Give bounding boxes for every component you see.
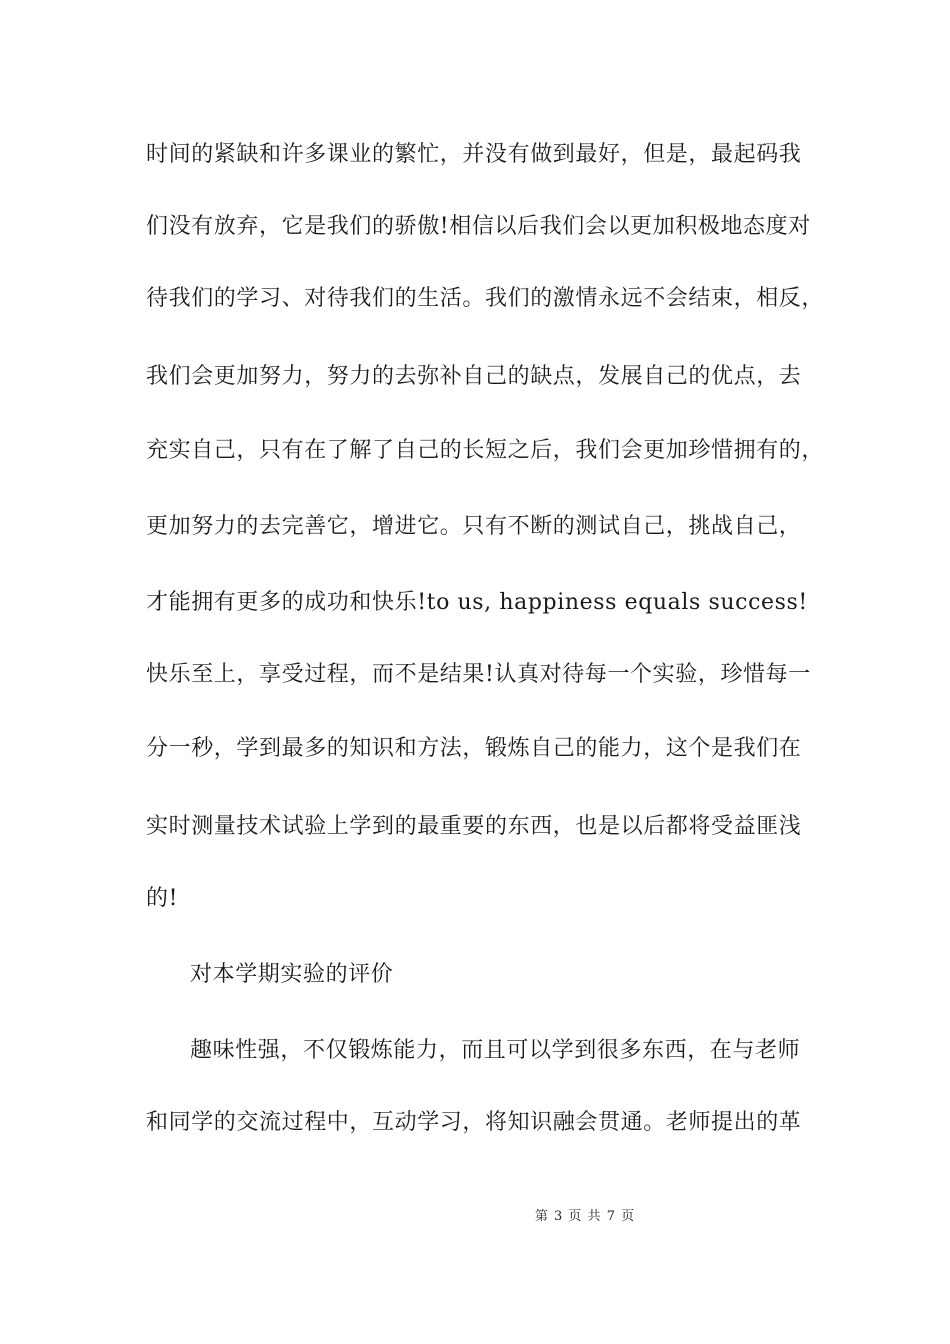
- body-text-line: 快乐至上，享受过程，而不是结果!认真对待每一个实验，珍惜每一: [146, 662, 811, 687]
- body-text-line: 我们会更加努力，努力的去弥补自己的缺点，发展自己的优点，去: [146, 364, 802, 389]
- body-text-line: 分一秒，学到最多的知识和方法，锻炼自己的能力，这个是我们在: [146, 736, 802, 761]
- body-text-line: 时间的紧缺和许多课业的繁忙，并没有做到最好，但是，最起码我: [146, 142, 802, 167]
- body-text-line: 的!: [146, 886, 179, 911]
- body-text-line: 趣味性强，不仅锻炼能力，而且可以学到很多东西，在与老师: [190, 1038, 801, 1063]
- body-text-line: 和同学的交流过程中，互动学习，将知识融会贯通。老师提出的革: [146, 1110, 802, 1135]
- body-text-line: 待我们的学习、对待我们的生活。我们的激情永远不会结束，相反，: [146, 286, 825, 311]
- body-text-line: 实时测量技术试验上学到的最重要的东西，也是以后都将受益匪浅: [146, 814, 802, 839]
- body-text-line: 更加努力的去完善它，增进它。只有不断的测试自己，挑战自己，: [146, 514, 802, 539]
- page-number-footer: 第 3 页 共 7 页: [534, 1209, 636, 1224]
- section-heading: 对本学期实验的评价: [190, 962, 394, 987]
- body-text-line: 才能拥有更多的成功和快乐!to us, happiness equals success!: [146, 590, 808, 615]
- body-text-line: 们没有放弃，它是我们的骄傲!相信以后我们会以更加积极地态度对: [146, 214, 811, 239]
- body-text-line: 充实自己，只有在了解了自己的长短之后，我们会更加珍惜拥有的，: [146, 438, 825, 463]
